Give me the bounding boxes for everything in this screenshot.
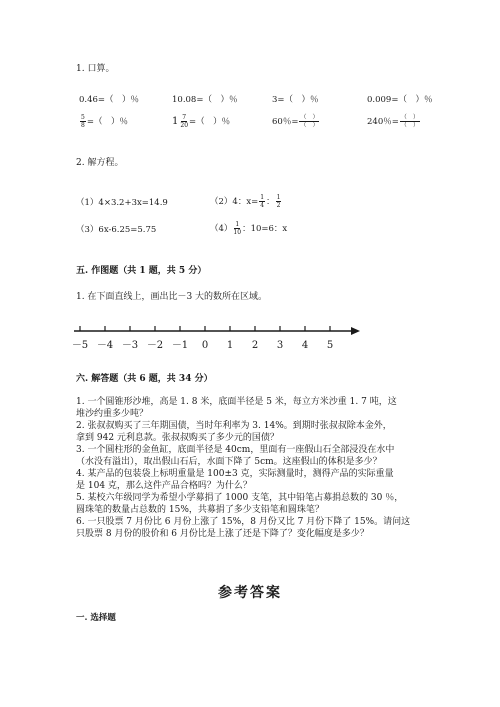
number-line-label: －3: [121, 340, 139, 351]
q1-row1-b: 10.08=（ ）％: [172, 95, 238, 105]
answer-title: 参考答案: [218, 585, 282, 601]
number-line: [70, 322, 370, 354]
fraction: $\frac{( )}{( )}$: [300, 114, 319, 129]
s6-line: 5. 某校六年级同学为希望小学募捐了 1000 支笔，其中铅笔占募捐总数的 30 ％，: [76, 493, 404, 503]
s5-question: 1. 在下面直线上，画出比－3 大的数所在区域。: [76, 292, 268, 302]
q2-eq4: （4） $\frac{1}{10}$ ：10=6：x: [210, 221, 288, 236]
q2-title: 2. 解方程。: [76, 158, 124, 168]
s6-line: 4. 某产品的包装袋上标明重量是 100±3 克，实际测量时，测得产品的实际重量: [76, 469, 394, 479]
s6-line: 是 104 克，那么这件产品合格吗？为什么？: [76, 481, 252, 491]
s6-line: 拿到 942 元利息款。张叔叔购买了多少元的国债？: [76, 433, 279, 443]
fraction: $\frac{( )}{( )}$: [400, 114, 419, 129]
number-line-label: 1: [226, 340, 234, 351]
s6-line: 圆珠笔的数量占总数的 15%，共募捐了多少支铅笔和圆珠笔？: [76, 505, 324, 515]
number-line-label: －2: [146, 340, 164, 351]
q1-row2-d: 240％= $\frac{( )}{( )}$: [367, 114, 419, 129]
q1-row2-c: 60％= $\frac{( )}{( )}$: [272, 114, 319, 129]
number-line-label: 4: [301, 340, 309, 351]
number-line-label: 0: [201, 340, 209, 351]
q1-row2-a: $\frac{5}{8}$ =（ ）％: [81, 114, 128, 129]
number-line-label: －5: [71, 340, 89, 351]
section-6-heading: 六. 解答题（共 6 题，共 34 分）: [76, 374, 213, 384]
q2-eq3: （3）6x-6.25=5.75: [76, 225, 157, 235]
s6-line: 2. 张叔叔购买了三年期国债，当时年利率为 3. 14%。到期时张叔叔除本金外，: [76, 421, 392, 431]
s6-line: （水没有溢出），取出假山石后，水面下降了 5cm。这座假山的体积是多少？: [76, 457, 382, 467]
s6-line: 堆沙约重多少吨？: [76, 409, 149, 419]
number-line-label: －4: [96, 340, 114, 351]
q2-eq1: （1）4×3.2+3x=14.9: [76, 198, 168, 208]
number-line-label: 3: [276, 340, 284, 351]
q1-row1-c: 3=（ ）％: [272, 95, 319, 105]
s6-line: 1. 一个圆锥形沙堆，高是 1. 8 米，底面半径是 5 米，每立方米沙重 1. 7 吨，这: [76, 397, 397, 407]
s6-line: 只股票 8 月份的股价和 6 月份比是上涨了还是下降了？变化幅度是多少？: [76, 529, 369, 539]
number-line-label: 2: [251, 340, 259, 351]
q1-row1-d: 0.009=（ ）％: [367, 95, 433, 105]
answer-subheading: 一. 选择题: [76, 613, 116, 623]
s6-line: 6. 一只股票 7 月份比 6 月份上涨了 15%，8 月份又比 7 月份下降了 15%。请问这: [76, 517, 411, 527]
s6-line: 3. 一个圆柱形的金鱼缸，底面半径是 40cm，里面有一座假山石全部浸没在水中: [76, 445, 395, 455]
q1-title: 1. 口算。: [76, 64, 115, 74]
arrow-head-icon: [351, 327, 360, 335]
q1-row2-b: 1 $\frac{7}{20}$ =（ ）％: [172, 114, 231, 129]
fraction: $\frac{5}{8}$: [81, 114, 85, 129]
s6-questions: [76, 396, 410, 540]
number-line-label: －1: [171, 340, 189, 351]
q1-row1-a: 0.46=（ ）％: [79, 95, 140, 105]
mixed-number: 1 $\frac{7}{20}$: [172, 114, 189, 129]
section-5-heading: 五. 作图题（共 1 题，共 5 分）: [76, 266, 207, 276]
number-line-label: 5: [326, 340, 334, 351]
q2-eq2: （2）4：x= $\frac{1}{4}$ ： $\frac{1}{2}$: [210, 194, 281, 209]
